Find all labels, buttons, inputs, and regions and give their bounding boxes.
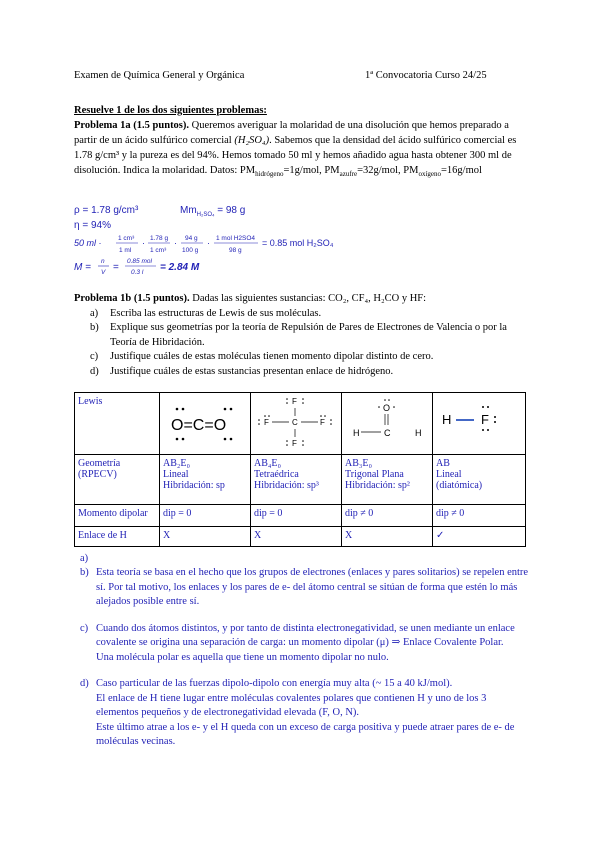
table-row <box>75 393 526 455</box>
molarity-lhs: M = <box>74 262 91 273</box>
svg-text:C: C <box>384 428 391 438</box>
geometry-cf4: AB₄E₀ Tetraédrica Hibridación: sp³ <box>251 455 342 505</box>
table-row <box>75 527 526 547</box>
m-f2-num: 0.85 mol <box>127 258 152 265</box>
molar-mass-line: $Mm_{H_2SO_4} = 98$ g <box>180 205 246 218</box>
hbond-h2co: X <box>342 527 433 547</box>
problem-1a <box>74 103 529 182</box>
list-item: b) Explique sus geometrías por la teoría de Repulsión de Pares de Electrones de Valencia o por la Teoría de Hibridación. <box>90 322 507 348</box>
m-f1-den: V <box>101 269 106 276</box>
dipole-cf4: dip = 0 <box>251 505 342 527</box>
svg-text:F: F <box>320 418 325 427</box>
svg-text:O: O <box>383 403 391 413</box>
answer-c: c) Cuando dos átomos distintos, y por tanto de distinta electronegatividad, se unen mediante un enlace covalente se origina una separación de carga: un momento dipolar (μ) ⇒ Enlace Covalente Polar. Una molécula polar es aquella que tiene un momento dipolar no nulo. <box>80 622 515 663</box>
factor2-num: 1.78 g <box>150 235 169 242</box>
cf4-lewis-structure <box>254 396 338 448</box>
hbond-hf: ✓ <box>433 527 526 547</box>
dipole-co2: dip = 0 <box>160 505 251 527</box>
list-item: d) Justifique cuáles de estas sustancias presentan enlace de hidrógeno. <box>90 365 394 377</box>
rho-line: ρ = 1.78 g/cm³ <box>74 205 139 216</box>
row-label-hbond: Enlace de H <box>75 527 160 547</box>
hbond-co2: X <box>160 527 251 547</box>
purity-line: η = 94% <box>74 220 111 231</box>
factor3-num: 94 g <box>185 235 198 242</box>
molecules-table <box>74 392 526 547</box>
m-f1-num: n <box>101 258 105 265</box>
page-header <box>74 70 528 81</box>
problem-1b-statement: Problema 1b (1.5 puntos). Dadas las siguientes sustancias: CO₂, CF₄, H₂CO y HF: <box>74 293 427 304</box>
dipole-h2co: dip ≠ 0 <box>342 505 433 527</box>
calc-result: = 0.85 mol H₂SO₄ <box>262 238 334 248</box>
factor4-num: 1 mol H2SO4 <box>216 235 256 242</box>
geometry-hf: AB Lineal (diatómica) <box>433 455 526 505</box>
factor4-den: 98 g <box>229 247 242 254</box>
instruction: Resuelve 1 de los dos siguientes problemas: <box>74 105 267 116</box>
row-label-lewis: Lewis <box>75 393 160 455</box>
answers: a) b) Esta teoría se basa en el hecho que los grupos de electrones (enlaces y pares solitarios) se repelen entre sí. Por tal motivo, los enlaces y los pares de e- del átomo central se sitúan de forma que estén lo más alejados posible entre sí. c) Cuando dos átomos distintos, y por tanto de distinta electronegatividad, se unen mediante un enlace covalente se origina una separación de carga: un momento dipolar (μ) ⇒ Enlace Covalente Polar. Una molécula polar es aquella que tiene un momento dipolar no nulo. d) Caso particular de las fuerzas dipolo-dipolo con energía muy alta (~ 15 a 40 kJ/mol). El enlace de H tiene lugar entre moléculas covalentes polares que contienen H y uno de los 3 elementos pequeños y de electronegatividad elevada (F, O, N). Este último atrae a los e- y el H queda con un exceso de carga positiva y puede atraer pares de e- de moléculas vecinas. <box>80 552 530 762</box>
hf-lewis-structure <box>436 396 522 448</box>
svg-text:C: C <box>292 418 298 427</box>
factor1-den: 1 ml <box>119 247 132 254</box>
factor1-num: 1 cm³ <box>118 235 135 242</box>
lewis-co2 <box>160 393 251 455</box>
row-label-geometry: Geometría (RPECV) <box>75 455 160 505</box>
svg-text:F: F <box>264 418 269 427</box>
problem-1b-items <box>90 307 529 380</box>
factor2-den: 1 cm³ <box>150 247 167 254</box>
answer-b: b) Esta teoría se basa en el hecho que los grupos de electrones (enlaces y pares solitarios) se repelen entre sí. Por tal motivo, los enlaces y los pares de e- del átomo central se sitúan de forma que estén lo más alejados posible entre sí. <box>80 567 529 607</box>
hbond-cf4: X <box>251 527 342 547</box>
svg-text:F: F <box>292 397 297 406</box>
svg-text:·: · <box>142 238 145 248</box>
co2-lewis-structure <box>163 396 247 448</box>
h2co-lewis-structure <box>345 396 429 448</box>
svg-text:H: H <box>442 412 452 427</box>
svg-text:H: H <box>415 428 422 438</box>
problem-1b <box>74 292 529 379</box>
calc-start: 50 ml · <box>74 238 102 248</box>
table-row <box>75 505 526 527</box>
problem-1b-title: Problema 1b (1.5 puntos). <box>74 293 190 304</box>
factor3-den: 100 g <box>182 247 199 254</box>
dipole-hf: dip ≠ 0 <box>433 505 526 527</box>
svg-text:F: F <box>481 412 489 427</box>
lewis-hf <box>433 393 526 455</box>
exam-title: Examen de Química General y Orgánica <box>74 70 245 81</box>
svg-text:·: · <box>207 238 210 248</box>
exam-session: 1ª Convocatoria Curso 24/25 <box>365 70 487 81</box>
row-label-dipole: Momento dipolar <box>75 505 160 527</box>
molarity-result: = 2.84 M <box>160 262 200 273</box>
geometry-h2co: AB₃E₀ Trigonal Plana Hibridación: sp² <box>342 455 433 505</box>
lewis-cf4 <box>251 393 342 455</box>
lewis-h2co <box>342 393 433 455</box>
answer-d: d) Caso particular de las fuerzas dipolo-dipolo con energía muy alta (~ 15 a 40 kJ/mol). El enlace de H tiene lugar entre moléculas covalentes polares que contienen H y uno de los 3 elementos pequeños y de electronegatividad elevada (F, O, N). Este último atrae a los e- y el H queda con un exceso de carga positiva y puede atraer pares de e- de moléculas vecinas. <box>80 678 515 747</box>
geometry-co2: AB₂E₀ Lineal Hibridación: sp <box>160 455 251 505</box>
svg-text:·: · <box>174 238 177 248</box>
problem-1a-statement: Problema 1a (1.5 puntos). Queremos averiguar la molaridad de una disolución que hemos preparado a partir de un ácido sulfúrico comercial (H₂SO₄). Sabemos que la densidad del ácido sulfúrico comercial es 1.78 g/cm³ y la pureza es del 94%. Hemos tomado 50 ml y hemos añadido agua hasta obtener 300 ml de disolución. Indica la molaridad. Datos: $PM_{hidrógeno}=1g$/mol, $PM_{azufre}=32g$/mol, $PM_{oxígeno}=16g$/mol <box>74 120 517 179</box>
svg-text:=: = <box>113 262 119 273</box>
list-item: c) Justifique cuáles de estas moléculas tienen momento dipolar distinto de cero. <box>90 351 434 362</box>
molarity-calculation <box>72 232 372 278</box>
co2-formula: O=C=O <box>171 417 227 434</box>
m-f2-den: 0.3 l <box>131 269 144 276</box>
table-row <box>75 455 526 505</box>
svg-text:H: H <box>353 428 360 438</box>
svg-text:F: F <box>292 439 297 448</box>
problem-1a-title: Problema 1a (1.5 puntos). <box>74 120 190 131</box>
list-item: a) Escriba las estructuras de Lewis de sus moléculas. <box>90 307 322 319</box>
